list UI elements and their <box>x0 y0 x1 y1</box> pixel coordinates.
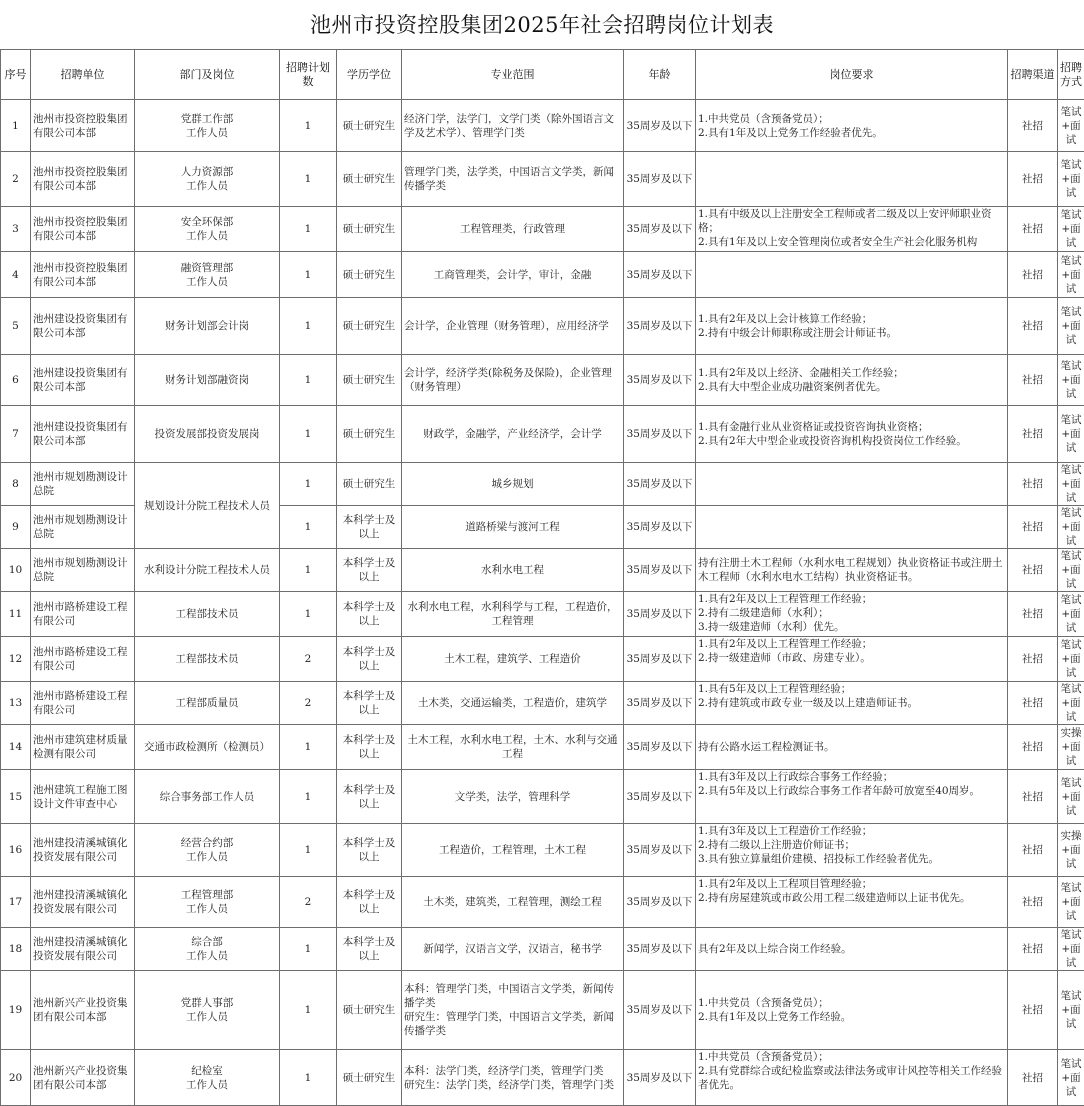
table-row <box>1 592 1084 637</box>
table-row <box>1 298 1084 355</box>
cell-edu: 本科学士及以上 <box>337 824 402 877</box>
cell-dept: 财务计划部融资岗 <box>135 355 280 406</box>
cell-edu: 硕士研究生 <box>337 1050 402 1106</box>
cell-channel: 社招 <box>1008 770 1058 824</box>
cell-major: 经济门学，法学门，文学门类（除外国语言文学及艺术学）、管理学门类 <box>402 100 624 152</box>
cell-age: 35周岁及以下 <box>624 152 696 207</box>
cell-edu: 硕士研究生 <box>337 355 402 406</box>
cell-major: 会计学，经济学类(除税务及保险)，企业管理（财务管理） <box>402 355 624 406</box>
cell-unit: 池州市路桥建设工程有限公司 <box>31 637 135 682</box>
cell-edu: 本科学士及以上 <box>337 592 402 637</box>
cell-dept: 工程部技术员 <box>135 637 280 682</box>
cell-unit: 池州新兴产业投资集团有限公司本部 <box>31 971 135 1050</box>
cell-channel: 社招 <box>1008 463 1058 506</box>
cell-unit: 池州建筑工程施工图设计文件审查中心 <box>31 770 135 824</box>
cell-major: 土木类，建筑类，工程管理，测绘工程 <box>402 877 624 928</box>
cell-count: 1 <box>280 506 337 549</box>
cell-major: 工程管理类，行政管理 <box>402 207 624 252</box>
cell-channel: 社招 <box>1008 100 1058 152</box>
cell-count: 1 <box>280 463 337 506</box>
cell-edu: 本科学士及以上 <box>337 770 402 824</box>
cell-no: 15 <box>1 770 31 824</box>
cell-count: 1 <box>280 824 337 877</box>
cell-dept: 工程部技术员 <box>135 592 280 637</box>
cell-age: 35周岁及以下 <box>624 549 696 592</box>
cell-requirements <box>696 463 1008 506</box>
cell-channel: 社招 <box>1008 877 1058 928</box>
header-row <box>1 50 1084 100</box>
cell-unit: 池州市路桥建设工程有限公司 <box>31 592 135 637</box>
cell-channel: 社招 <box>1008 971 1058 1050</box>
col-header-count: 招聘计划数 <box>280 50 337 100</box>
cell-count: 1 <box>280 252 337 298</box>
cell-no: 14 <box>1 725 31 770</box>
cell-count: 1 <box>280 1050 337 1106</box>
cell-major: 新闻学，汉语言文学，汉语言，秘书学 <box>402 928 624 971</box>
cell-major: 水利水电工程，水利科学与工程，工程造价，工程管理 <box>402 592 624 637</box>
cell-age: 35周岁及以下 <box>624 637 696 682</box>
cell-count: 1 <box>280 592 337 637</box>
cell-unit: 池州新兴产业投资集团有限公司本部 <box>31 1050 135 1106</box>
cell-unit: 池州市规划勘测设计总院 <box>31 463 135 506</box>
cell-dept: 水利设计分院工程技术人员 <box>135 549 280 592</box>
cell-channel: 社招 <box>1008 682 1058 725</box>
cell-age: 35周岁及以下 <box>624 725 696 770</box>
cell-edu: 硕士研究生 <box>337 298 402 355</box>
col-header-requirements: 岗位要求 <box>696 50 1008 100</box>
cell-major: 城乡规划 <box>402 463 624 506</box>
cell-unit: 池州建投清溪城镇化投资发展有限公司 <box>31 824 135 877</box>
cell-dept: 党群工作部 工作人员 <box>135 100 280 152</box>
cell-requirements <box>696 152 1008 207</box>
cell-major: 道路桥梁与渡河工程 <box>402 506 624 549</box>
cell-requirements: 1.具有2年及以上经济、金融相关工作经验； 2.具有大中型企业成功融资案例者优先。 <box>696 355 1008 406</box>
cell-requirements: 1.具有金融行业从业资格证或投资咨询执业资格； 2.具有2年大中型企业或投资咨询机构投资岗位工作经验。 <box>696 406 1008 463</box>
page-title: 池州市投资控股集团2025年社会招聘岗位计划表 <box>0 0 1084 48</box>
cell-dept: 安全环保部 工作人员 <box>135 207 280 252</box>
cell-unit: 池州市规划勘测设计总院 <box>31 506 135 549</box>
cell-method: 笔试+面试 <box>1058 971 1084 1050</box>
table-row <box>1 725 1084 770</box>
cell-count: 1 <box>280 928 337 971</box>
col-header-no: 序号 <box>1 50 31 100</box>
cell-no: 1 <box>1 100 31 152</box>
table-row <box>1 1050 1084 1106</box>
cell-requirements: 1.中共党员（含预备党员）； 2.具有党群综合或纪检监察或法律法务或审计风控等相关工作经验者优先。 <box>696 1050 1008 1106</box>
cell-edu: 硕士研究生 <box>337 463 402 506</box>
cell-dept: 经营合约部 工作人员 <box>135 824 280 877</box>
cell-age: 35周岁及以下 <box>624 506 696 549</box>
table-row <box>1 682 1084 725</box>
table-row <box>1 877 1084 928</box>
cell-edu: 本科学士及以上 <box>337 928 402 971</box>
cell-requirements: 持有公路水运工程检测证书。 <box>696 725 1008 770</box>
cell-no: 8 <box>1 463 31 506</box>
cell-dept: 投资发展部投资发展岗 <box>135 406 280 463</box>
cell-requirements: 1.具有中级及以上注册安全工程师或者二级及以上安评师职业资格； 2.具有1年及以上安全管理岗位或者安全生产社会化服务机构 <box>696 207 1008 252</box>
cell-requirements: 1.具有3年及以上工程造价工作经验； 2.持有二级以上注册造价师证书； 3.具有独立算量组价建模、招投标工作经验者优先。 <box>696 824 1008 877</box>
cell-count: 2 <box>280 877 337 928</box>
cell-dept: 综合事务部工作人员 <box>135 770 280 824</box>
cell-edu: 本科学士及以上 <box>337 877 402 928</box>
col-header-edu: 学历学位 <box>337 50 402 100</box>
table-row <box>1 406 1084 463</box>
cell-age: 35周岁及以下 <box>624 298 696 355</box>
cell-age: 35周岁及以下 <box>624 252 696 298</box>
cell-requirements <box>696 252 1008 298</box>
cell-requirements <box>696 506 1008 549</box>
cell-edu: 本科学士及以上 <box>337 682 402 725</box>
cell-major: 财政学，金融学，产业经济学，会计学 <box>402 406 624 463</box>
cell-channel: 社招 <box>1008 152 1058 207</box>
cell-unit: 池州市投资控股集团有限公司本部 <box>31 152 135 207</box>
cell-requirements: 1.具有2年及以上工程管理工作经验； 2.持一级建造师（市政、房建专业）。 <box>696 637 1008 682</box>
cell-edu: 硕士研究生 <box>337 152 402 207</box>
cell-method: 笔试+面试 <box>1058 506 1084 549</box>
cell-channel: 社招 <box>1008 506 1058 549</box>
cell-count: 1 <box>280 100 337 152</box>
table-row <box>1 252 1084 298</box>
cell-edu: 硕士研究生 <box>337 207 402 252</box>
cell-count: 1 <box>280 298 337 355</box>
cell-dept: 规划设计分院工程技术人员 <box>135 463 280 549</box>
cell-count: 1 <box>280 406 337 463</box>
cell-method: 笔试+面试 <box>1058 406 1084 463</box>
cell-channel: 社招 <box>1008 355 1058 406</box>
cell-age: 35周岁及以下 <box>624 770 696 824</box>
cell-requirements: 持有注册土木工程师（水利水电工程规划）执业资格证书或注册土木工程师（水利水电水工结构）执业资格证书。 <box>696 549 1008 592</box>
cell-dept: 人力资源部 工作人员 <box>135 152 280 207</box>
cell-requirements: 1.具有2年及以上工程项目管理经验； 2.持有房屋建筑或市政公用工程二级建造师以上证书优先。 <box>696 877 1008 928</box>
table-body <box>1 50 1084 1106</box>
cell-dept: 财务计划部会计岗 <box>135 298 280 355</box>
cell-unit: 池州市规划勘测设计总院 <box>31 549 135 592</box>
cell-dept: 融资管理部 工作人员 <box>135 252 280 298</box>
cell-major: 本科：管理学门类，中国语言文学类，新闻传播学类 研究生：管理学门类，中国语言文学类，新闻传播学类 <box>402 971 624 1050</box>
cell-method: 笔试+面试 <box>1058 877 1084 928</box>
col-header-age: 年龄 <box>624 50 696 100</box>
cell-no: 13 <box>1 682 31 725</box>
cell-requirements: 1.具有5年及以上工程管理经验； 2.持有建筑或市政专业一级及以上建造师证书。 <box>696 682 1008 725</box>
cell-no: 2 <box>1 152 31 207</box>
cell-method: 实操+面试 <box>1058 824 1084 877</box>
cell-no: 20 <box>1 1050 31 1106</box>
cell-method: 笔试+面试 <box>1058 928 1084 971</box>
cell-age: 35周岁及以下 <box>624 355 696 406</box>
cell-unit: 池州建设投资集团有限公司本部 <box>31 298 135 355</box>
cell-edu: 本科学士及以上 <box>337 725 402 770</box>
col-header-unit: 招聘单位 <box>31 50 135 100</box>
cell-no: 11 <box>1 592 31 637</box>
cell-requirements: 1.中共党员（含预备党员）； 2.具有1年及以上党务工作经验者优先。 <box>696 100 1008 152</box>
cell-method: 笔试+面试 <box>1058 207 1084 252</box>
cell-method: 笔试+面试 <box>1058 252 1084 298</box>
cell-unit: 池州市投资控股集团有限公司本部 <box>31 100 135 152</box>
cell-method: 笔试+面试 <box>1058 463 1084 506</box>
cell-age: 35周岁及以下 <box>624 592 696 637</box>
cell-method: 实操+面试 <box>1058 725 1084 770</box>
col-header-major: 专业范围 <box>402 50 624 100</box>
cell-unit: 池州市投资控股集团有限公司本部 <box>31 252 135 298</box>
cell-major: 管理学门类，法学类，中国语言文学类，新闻传播学类 <box>402 152 624 207</box>
cell-method: 笔试+面试 <box>1058 637 1084 682</box>
cell-method: 笔试+面试 <box>1058 298 1084 355</box>
cell-method: 笔试+面试 <box>1058 549 1084 592</box>
cell-channel: 社招 <box>1008 824 1058 877</box>
cell-count: 1 <box>280 971 337 1050</box>
cell-dept: 工程管理部 工作人员 <box>135 877 280 928</box>
cell-no: 6 <box>1 355 31 406</box>
recruitment-table <box>0 49 1084 1106</box>
cell-edu: 硕士研究生 <box>337 252 402 298</box>
cell-channel: 社招 <box>1008 592 1058 637</box>
cell-no: 10 <box>1 549 31 592</box>
cell-count: 1 <box>280 207 337 252</box>
cell-edu: 硕士研究生 <box>337 971 402 1050</box>
cell-method: 笔试+面试 <box>1058 152 1084 207</box>
cell-edu: 本科学士及以上 <box>337 637 402 682</box>
cell-major: 土木类，交通运输类，工程造价，建筑学 <box>402 682 624 725</box>
cell-dept: 综合部 工作人员 <box>135 928 280 971</box>
cell-major: 文学类，法学，管理科学 <box>402 770 624 824</box>
cell-method: 笔试+面试 <box>1058 355 1084 406</box>
cell-age: 35周岁及以下 <box>624 971 696 1050</box>
cell-channel: 社招 <box>1008 928 1058 971</box>
cell-age: 35周岁及以下 <box>624 100 696 152</box>
cell-edu: 硕士研究生 <box>337 406 402 463</box>
cell-no: 9 <box>1 506 31 549</box>
cell-dept: 纪检室 工作人员 <box>135 1050 280 1106</box>
cell-major: 土木工程，水利水电工程，土木、水利与交通工程 <box>402 725 624 770</box>
cell-age: 35周岁及以下 <box>624 682 696 725</box>
cell-requirements: 1.具有2年及以上会计核算工作经验； 2.持有中级会计师职称或注册会计师证书。 <box>696 298 1008 355</box>
cell-count: 2 <box>280 682 337 725</box>
cell-unit: 池州建设投资集团有限公司本部 <box>31 406 135 463</box>
cell-edu: 硕士研究生 <box>337 100 402 152</box>
cell-edu: 本科学士及以上 <box>337 549 402 592</box>
cell-age: 35周岁及以下 <box>624 1050 696 1106</box>
cell-dept: 工程部质量员 <box>135 682 280 725</box>
cell-edu: 本科学士及以上 <box>337 506 402 549</box>
cell-no: 12 <box>1 637 31 682</box>
cell-channel: 社招 <box>1008 725 1058 770</box>
cell-no: 17 <box>1 877 31 928</box>
cell-count: 1 <box>280 549 337 592</box>
cell-method: 笔试+面试 <box>1058 770 1084 824</box>
cell-unit: 池州市投资控股集团有限公司本部 <box>31 207 135 252</box>
table-row <box>1 100 1084 152</box>
table-row <box>1 928 1084 971</box>
cell-requirements: 具有2年及以上综合岗工作经验。 <box>696 928 1008 971</box>
cell-channel: 社招 <box>1008 637 1058 682</box>
cell-age: 35周岁及以下 <box>624 877 696 928</box>
cell-age: 35周岁及以下 <box>624 463 696 506</box>
cell-no: 3 <box>1 207 31 252</box>
cell-major: 本科：法学门类，经济学门类，管理学门类 研究生：法学门类，经济学门类，管理学门类 <box>402 1050 624 1106</box>
cell-no: 16 <box>1 824 31 877</box>
cell-channel: 社招 <box>1008 207 1058 252</box>
cell-no: 7 <box>1 406 31 463</box>
cell-major: 会计学，企业管理（财务管理），应用经济学 <box>402 298 624 355</box>
table-row <box>1 971 1084 1050</box>
cell-requirements: 1.具有3年及以上行政综合事务工作经验； 2.具有5年及以上行政综合事务工作者年龄可放宽至40周岁。 <box>696 770 1008 824</box>
cell-no: 4 <box>1 252 31 298</box>
cell-unit: 池州市建筑建材质量检测有限公司 <box>31 725 135 770</box>
cell-count: 2 <box>280 637 337 682</box>
cell-age: 35周岁及以下 <box>624 928 696 971</box>
table-row <box>1 770 1084 824</box>
cell-count: 1 <box>280 725 337 770</box>
table-row <box>1 549 1084 592</box>
cell-age: 35周岁及以下 <box>624 824 696 877</box>
cell-dept: 党群人事部 工作人员 <box>135 971 280 1050</box>
cell-unit: 池州建投清溪城镇化投资发展有限公司 <box>31 928 135 971</box>
cell-channel: 社招 <box>1008 252 1058 298</box>
cell-channel: 社招 <box>1008 549 1058 592</box>
cell-no: 18 <box>1 928 31 971</box>
table-row <box>1 824 1084 877</box>
table-row <box>1 207 1084 252</box>
table-row <box>1 152 1084 207</box>
cell-method: 笔试+面试 <box>1058 592 1084 637</box>
cell-channel: 社招 <box>1008 298 1058 355</box>
table-row <box>1 463 1084 506</box>
cell-channel: 社招 <box>1008 406 1058 463</box>
cell-unit: 池州建设投资集团有限公司本部 <box>31 355 135 406</box>
cell-dept: 交通市政检测所（检测员） <box>135 725 280 770</box>
cell-count: 1 <box>280 355 337 406</box>
cell-count: 1 <box>280 152 337 207</box>
cell-channel: 社招 <box>1008 1050 1058 1106</box>
cell-major: 土木工程，建筑学、工程造价 <box>402 637 624 682</box>
table-row <box>1 355 1084 406</box>
cell-no: 5 <box>1 298 31 355</box>
col-header-dept: 部门及岗位 <box>135 50 280 100</box>
cell-major: 工程造价，工程管理，土木工程 <box>402 824 624 877</box>
cell-unit: 池州建投清溪城镇化投资发展有限公司 <box>31 877 135 928</box>
cell-major: 水利水电工程 <box>402 549 624 592</box>
cell-method: 笔试+面试 <box>1058 682 1084 725</box>
cell-method: 笔试+面试 <box>1058 1050 1084 1106</box>
cell-age: 35周岁及以下 <box>624 207 696 252</box>
col-header-method: 招聘方式 <box>1058 50 1084 100</box>
cell-no: 19 <box>1 971 31 1050</box>
cell-method: 笔试+面试 <box>1058 100 1084 152</box>
cell-count: 1 <box>280 770 337 824</box>
cell-age: 35周岁及以下 <box>624 406 696 463</box>
cell-requirements: 1.具有2年及以上工程管理工作经验； 2.持有二级建造师（水利）； 3.持一级建造师（水利）优先。 <box>696 592 1008 637</box>
cell-major: 工商管理类，会计学，审计，金融 <box>402 252 624 298</box>
cell-requirements: 1.中共党员（含预备党员）； 2.具有1年及以上党务工作经验。 <box>696 971 1008 1050</box>
cell-unit: 池州市路桥建设工程有限公司 <box>31 682 135 725</box>
col-header-channel: 招聘渠道 <box>1008 50 1058 100</box>
table-row <box>1 637 1084 682</box>
